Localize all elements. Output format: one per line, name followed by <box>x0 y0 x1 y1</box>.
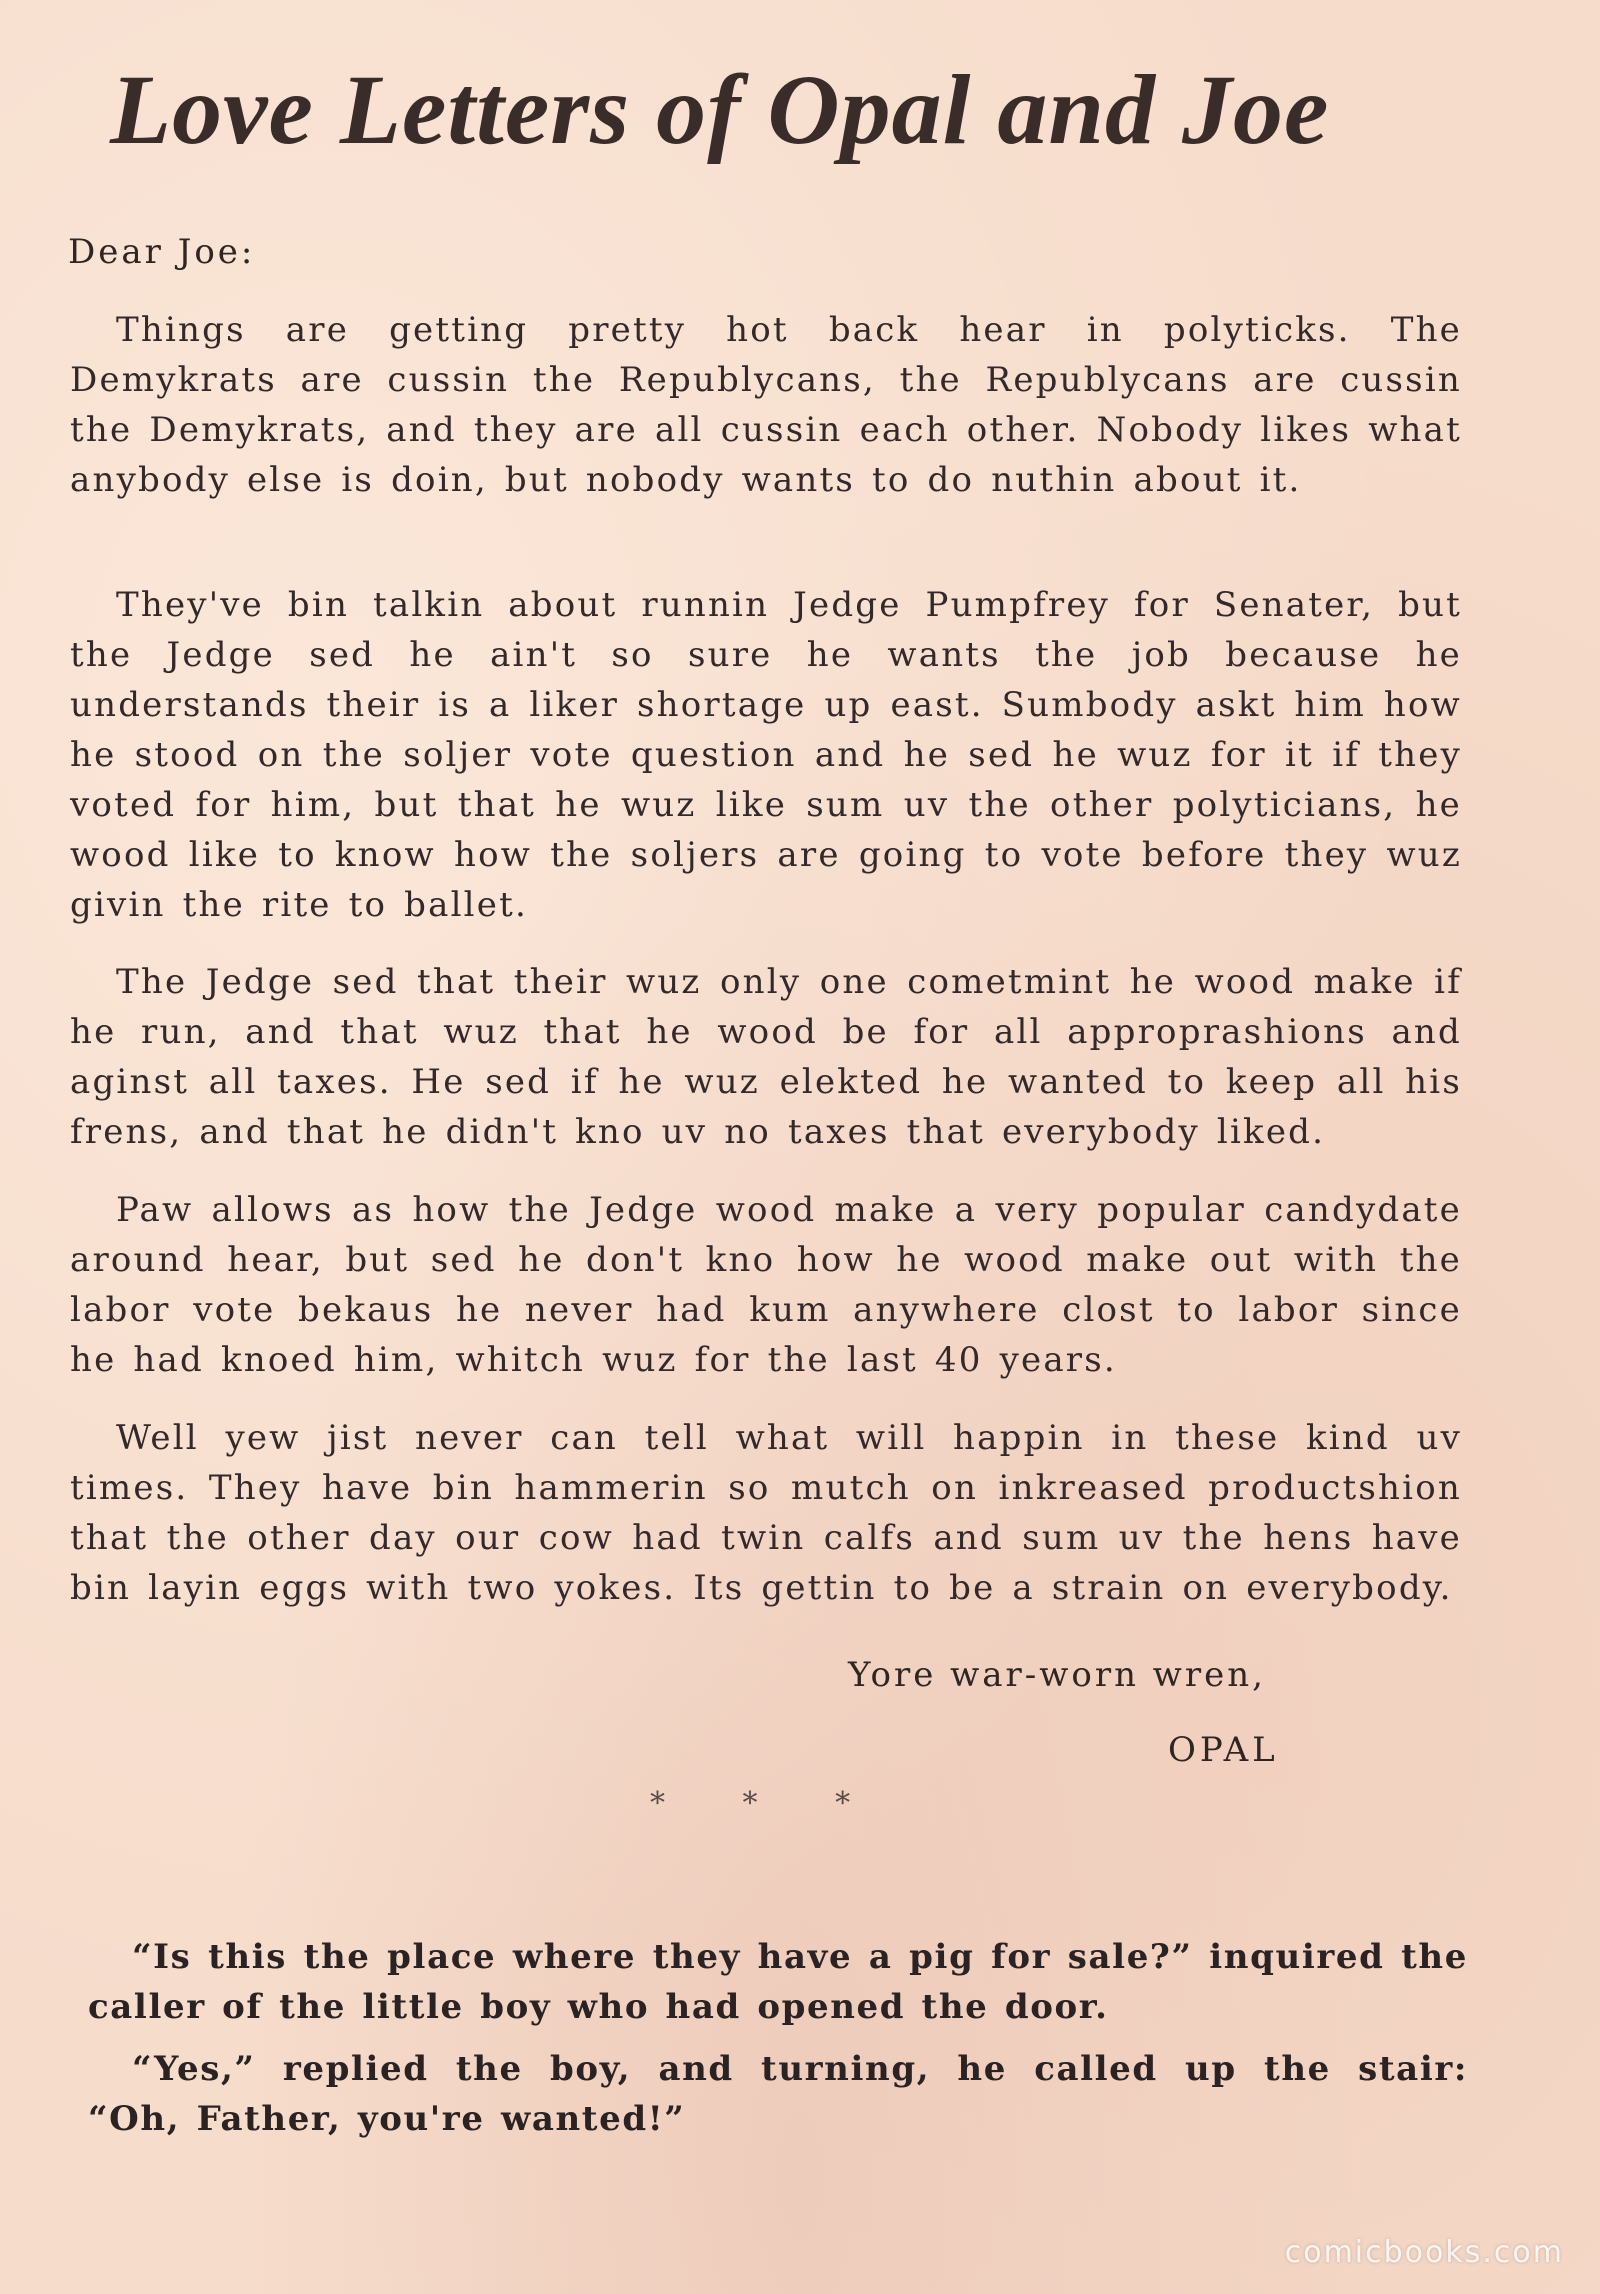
letter-paragraph: Paw allows as how the Jedge wood make a very popular candydate around hear, but sed he don't kno how he wood make out with the labor vote bekaus he never had kum anywhere clost to labor since he had knoed him, whitch wuz for the last 40 years. <box>70 1190 1462 1380</box>
letter-paragraph: Things are getting pretty hot back hear in polyticks. The Demykrats are cussin the Republycans, the Republycans are cussin the Demykrats, and they are all cussin each other. Nobody likes what anybody else is doin, but nobody wants to do nuthin about it. <box>70 310 1462 500</box>
letter-paragraph: The Jedge sed that their wuz only one cometmint he wood make if he run, and that wuz that he wood be for all approprashions and aginst all taxes. He sed if he wuz elekted he wanted to keep all his frens, and that he didn't kno uv no taxes that everybody liked. <box>70 962 1462 1152</box>
letter-salutation: Dear Joe: <box>68 232 256 272</box>
source-watermark: comicbooks.com <box>1284 2235 1564 2270</box>
page-title: Love Letters of Opal and Joe <box>110 54 1330 165</box>
letter-paragraph: Well yew jist never can tell what will happin in these kind uv times. They have bin hammerin so mutch on inkreased productshion that the other day our cow had twin calfs and sum uv the hens have bin layin eggs with two yokes. Its gettin to be a strain on everybody. <box>70 1418 1462 1608</box>
section-separator: * * * <box>650 1786 885 1821</box>
letter-closing: Yore war-worn wren, <box>848 1655 1266 1695</box>
letter-signature: OPAL <box>1168 1730 1279 1770</box>
joke-paragraph: “Is this the place where they have a pig for sale?” inquired the caller of the little boy who had opened the door. <box>88 1937 1468 2027</box>
letter-paragraph: They've bin talkin about runnin Jedge Pumpfrey for Senater, but the Jedge sed he ain't so sure he wants the job because he understands their is a liker shortage up east. Sumbody askt him how he stood on the soljer vote question and he sed he wuz for it if they voted for him, but that he wuz like sum uv the other polyticians, he wood like to know how the soljers are going to vote before they wuz givin the rite to ballet. <box>70 585 1462 925</box>
joke-paragraph: “Yes,” replied the boy, and turning, he called up the stair: “Oh, Father, you're wanted!” <box>88 2049 1468 2139</box>
